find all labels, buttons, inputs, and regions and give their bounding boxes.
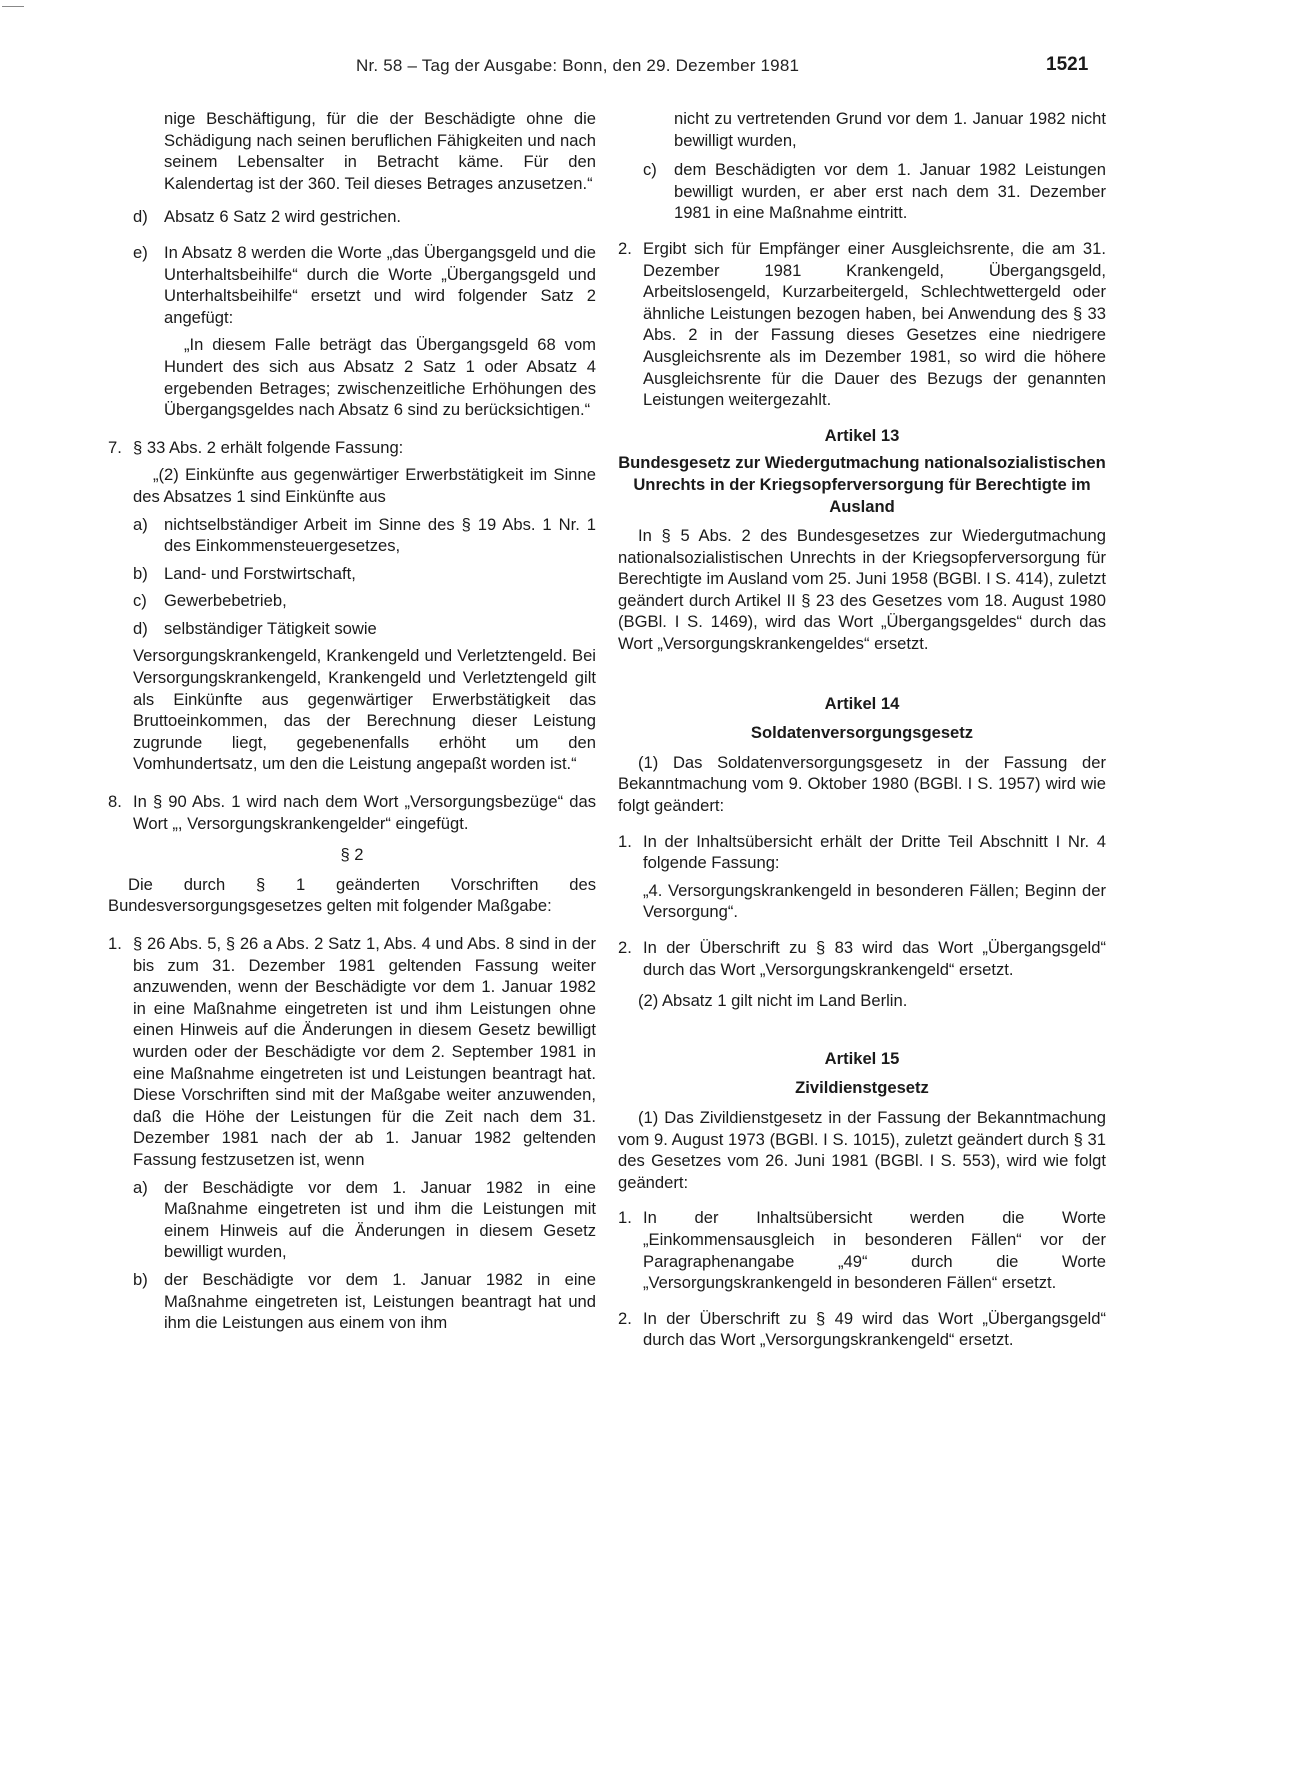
list-item-1b	[108, 1269, 596, 1334]
item-text: dem Beschädigten vor dem 1. Januar 1982 Leistungen bewilligt wurden, er aber erst nach dem 31. Dezember 1981 in eine Maßnahme eintritt.	[674, 160, 1106, 223]
item-label: 2.	[618, 938, 632, 957]
quoted-text: „In diesem Falle beträgt das Übergangsgeld 68 vom Hundert des sich aus Absatz 2 Satz 1 oder Absatz 4 ergebenden Betrages; zwischenzeitliche Erhöhungen des Übergangsgeldes nach Absatz 6 sind zu berücksichtigen.“	[164, 335, 596, 420]
paragraph-continuation: nicht zu vertretenden Grund vor dem 1. Januar 1982 nicht bewilligt wurden,	[674, 109, 1106, 150]
item-text: § 33 Abs. 2 erhält folgende Fassung:	[133, 437, 404, 457]
list-item-d2	[108, 618, 596, 640]
item-label: c)	[643, 160, 657, 180]
list-item-2	[618, 1308, 1106, 1351]
list-item-2	[618, 238, 1106, 411]
item-label: d)	[133, 618, 148, 638]
paragraph: (1) Das Zivildienstgesetz in der Fassung der Bekanntmachung vom 9. August 1973 (BGBl. I S. 1015), zuletzt geändert durch § 31 des Gesetzes vom 26. Juni 1981 (BGBl. I S. 553), wird wie folgt geändert:	[618, 1107, 1106, 1192]
left-column	[108, 108, 596, 1334]
list-item-c	[618, 159, 1106, 224]
item-text: In der Überschrift zu § 83 wird das Wort „Übergangsgeld“ durch das Wort „Versorgungskrankengeld“ ersetzt.	[643, 938, 1106, 979]
paragraph: (1) Das Soldatenversorgungsgesetz in der Fassung der Bekanntmachung vom 9. Oktober 1980 (BGBl. I S. 1957) wird wie folgt geändert:	[618, 752, 1106, 816]
item-text: Ergibt sich für Empfänger einer Ausgleichsrente, die am 31. Dezember 1981 Krankengeld, Übergangsgeld, Arbeitslosengeld, Kurzarbeitergeld, Schlechtwettergeld oder ähnliche Leistungen bezogen haben, bei Anwendung des § 33 Abs. 2 in der Fassung dieses Gesetzes eine niedrigere Ausgleichsrente als im Dezember 1981, so wird die höhere Ausgleichsrente für die Dauer des Bezugs der genannten Leistungen weitergezahlt.	[643, 238, 1106, 410]
page-number: 1521	[1046, 54, 1089, 75]
page-header	[0, 56, 1313, 80]
item-label: c)	[133, 591, 147, 611]
header-text: Nr. 58 – Tag der Ausgabe: Bonn, den 29. Dezember 1981	[356, 56, 800, 75]
item-label: b)	[133, 563, 148, 583]
item-label: 1.	[108, 934, 122, 953]
item-text: In Absatz 8 werden die Worte „das Übergangsgeld und die Unterhaltsbeihilfe“ durch die Worte „Übergangsgeld und Unterhaltsbeihilfe“ ersetzt und wird folgender Satz 2 angefügt:	[164, 242, 596, 327]
section-heading: § 2	[340, 845, 364, 865]
article-heading: Artikel 14	[824, 693, 900, 713]
paragraph: In § 5 Abs. 2 des Bundesgesetzes zur Wiedergutmachung nationalsozialistischen Unrechts in der Kriegsopferversorgung für Berechtigte im Ausland vom 25. Juni 1958 (BGBl. I S. 414), zuletzt geändert durch Artikel II § 23 des Gesetzes vom 18. August 1980 (BGBl. I S. 1469), wird das Wort „Übergangsgeldes“ durch das Wort „Versorgungskrankengeldes“ ersetzt.	[618, 526, 1106, 654]
item-text: In § 90 Abs. 1 wird nach dem Wort „Versorgungsbezüge“ das Wort „, Versorgungskrankengelder“ eingefügt.	[133, 792, 596, 833]
list-item-b	[108, 563, 596, 585]
item-text: Gewerbebetrieb,	[164, 591, 287, 611]
item-text: In der Inhaltsübersicht erhält der Dritte Teil Abschnitt I Nr. 4 folgende Fassung:	[643, 831, 1106, 873]
paragraph: (2) Absatz 1 gilt nicht im Land Berlin.	[638, 991, 908, 1011]
list-item-1	[618, 831, 1106, 874]
item-text: § 26 Abs. 5, § 26 a Abs. 2 Satz 1, Abs. 4 und Abs. 8 sind in der bis zum 31. Dezember 1981 geltenden Fassung weiter anzuwenden, wenn der Beschädigte vor dem 1. Januar 1982 in eine Maßnahme eingetreten ist und ihm Leistungen ohne einen Hinweis auf die Änderungen in diesem Gesetz bewilligt wurden oder der Beschädigte vor dem 2. September 1981 in eine Maßnahme eingetreten ist und Leistungen beantragt hat. Diese Vorschriften sind mit der Maßgabe weiter anzuwenden, daß die Höhe der Leistungen für die Zeit nach dem 31. Dezember 1981 nach der ab 1. Januar 1982 geltenden Fassung festzusetzen ist, wenn	[133, 934, 596, 1169]
list-item-c	[108, 590, 596, 612]
quoted-text: „4. Versorgungskrankengeld in besonderen Fällen; Beginn der Versorgung“.	[643, 880, 1106, 922]
item-label: b)	[133, 1269, 148, 1289]
item-label: 1.	[618, 831, 632, 851]
list-item-d	[108, 206, 596, 228]
item-label: 2.	[618, 1308, 632, 1328]
list-item-7	[108, 437, 596, 459]
item-text: der Beschädigte vor dem 1. Januar 1982 in eine Maßnahme eingetreten ist und ihm die Leistungen mit einem Hinweis auf die Änderungen in diesem Gesetz bewilligt wurden,	[164, 1177, 596, 1262]
quoted-text: „(2) Einkünfte aus gegenwärtiger Erwerbstätigkeit im Sinne des Absatzes 1 sind Einkünfte aus	[133, 465, 596, 506]
list-item-a	[108, 514, 596, 557]
list-item-1	[618, 1207, 1106, 1293]
paragraph: Die durch § 1 geänderten Vorschriften des Bundesversorgungsgesetzes gelten mit folgender Maßgabe:	[108, 874, 596, 916]
item-label: 8.	[108, 792, 122, 812]
list-item-2	[618, 937, 1106, 980]
item-text: der Beschädigte vor dem 1. Januar 1982 in eine Maßnahme eingetreten ist, Leistungen beantragt hat und ihm die Leistungen aus einem von ihm	[164, 1269, 596, 1333]
item-label: a)	[133, 514, 148, 534]
page-edge-mark	[2, 6, 24, 7]
item-label: d)	[133, 207, 148, 227]
article-title: Zivildienstgesetz	[795, 1078, 929, 1098]
item-label: a)	[133, 1177, 148, 1197]
article-heading: Artikel 15	[824, 1048, 900, 1068]
paragraph-continuation: nige Beschäftigung, für die der Beschädigte ohne die Schädigung nach seinen beruflichen Fähigkeiten und nach seinem Lebensalter in Betracht käme. Für den Kalendertag ist der 360. Teil dieses Betrages anzusetzen.“	[164, 109, 596, 193]
item-label: e)	[133, 242, 148, 262]
article-heading: Artikel 13	[824, 425, 900, 445]
item-text: Land- und Forstwirtschaft,	[164, 563, 356, 583]
item-label: 1.	[618, 1208, 632, 1228]
item-text: nichtselbständiger Arbeit im Sinne des § 19 Abs. 1 Nr. 1 des Einkommensteuergesetzes,	[164, 514, 596, 556]
item-label: 2.	[618, 238, 632, 258]
list-item-8	[108, 791, 596, 834]
item-text: Absatz 6 Satz 2 wird gestrichen.	[164, 207, 402, 227]
article-title: Soldatenversorgungsgesetz	[750, 723, 974, 743]
item-label: 7.	[108, 437, 122, 457]
item-text: In der Überschrift zu § 49 wird das Wort „Übergangsgeld“ durch das Wort „Versorgungskrankengeld“ ersetzt.	[643, 1308, 1106, 1350]
item-text: In der Inhaltsübersicht werden die Worte „Einkommensausgleich in besonderen Fällen“ vor der Paragraphenangabe „49“ durch die Worte „Versorgungskrankengeld in besonderen Fällen“ ersetzt.	[643, 1208, 1106, 1293]
paragraph: Versorgungskrankengeld, Krankengeld und Verletztengeld. Bei Versorgungskrankengeld, Krankengeld und Verletztengeld gilt als Einkünfte aus gegenwärtiger Erwerbstätigkeit das Bruttoeinkommen, das der Berechnung dieser Leistung zugrunde liegt, gegebenenfalls erhöht um den Vomhundertsatz, um den die Leistung angepaßt worden ist.“	[133, 646, 596, 774]
list-item-1a	[108, 1177, 596, 1263]
article-title: Bundesgesetz zur Wiedergutmachung nationalsozialistischen Unrechts in der Kriegsopferversorgung für Berechtigte im Ausland	[618, 453, 1106, 516]
item-text: selbständiger Tätigkeit sowie	[164, 618, 377, 638]
list-item-e	[108, 242, 596, 328]
list-item-1	[108, 933, 596, 1171]
right-column	[618, 108, 1106, 1351]
